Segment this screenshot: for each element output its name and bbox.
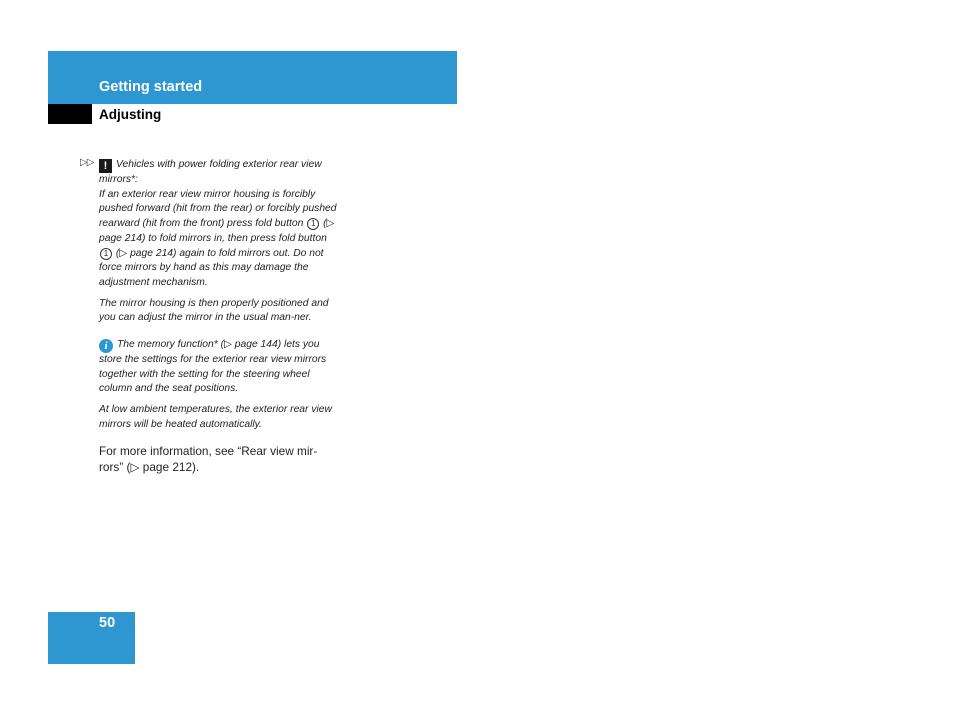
- warning-note: [99, 158, 339, 291]
- page-number: 50: [99, 615, 116, 631]
- warning-followup: The mirror housing is then properly positioned and you can adjust the mirror in the usual man-ner.: [99, 297, 329, 324]
- section-title: Getting started: [99, 79, 203, 95]
- warning-text-c: (▷ page 214) again to fold mirrors out. Do not force mirrors by hand as this may damage the adjustment mechanism.: [99, 247, 324, 288]
- page-number-box: [48, 612, 135, 664]
- info-note: [99, 338, 339, 397]
- section-tab-marker: [48, 104, 92, 124]
- fold-button-number-icon: 1: [307, 218, 319, 230]
- warning-text-a: If an exterior rear view mirror housing is forcibly pushed forward (hit from the rear) or forcibly pushed rearward (hit from the front) press fold button: [99, 188, 337, 230]
- subsection-title: Adjusting: [99, 107, 162, 122]
- exclamation-icon: !: [99, 159, 112, 173]
- info-followup: At low ambient temperatures, the exterior rear view mirrors will be heated automatically.: [99, 404, 332, 430]
- content-column: [99, 158, 339, 475]
- fold-button-number-icon: 1: [100, 248, 112, 260]
- info-text: The memory function* (▷ page 144) lets you store the settings for the exterior rear view mirrors together with the setting for the steering wheel column and the seat positions.: [99, 339, 327, 395]
- header-bar: [48, 51, 457, 104]
- continuation-marker: ▷▷: [80, 157, 94, 168]
- more-info-text: For more information, see “Rear view mir-rors” (▷ page 212).: [99, 443, 318, 474]
- warning-text-b: (▷ page 214) to fold mirrors in, then press fold button: [99, 218, 335, 244]
- warning-title: Vehicles with power folding exterior rear view mirrors*:: [99, 159, 322, 185]
- info-icon: i: [99, 339, 113, 353]
